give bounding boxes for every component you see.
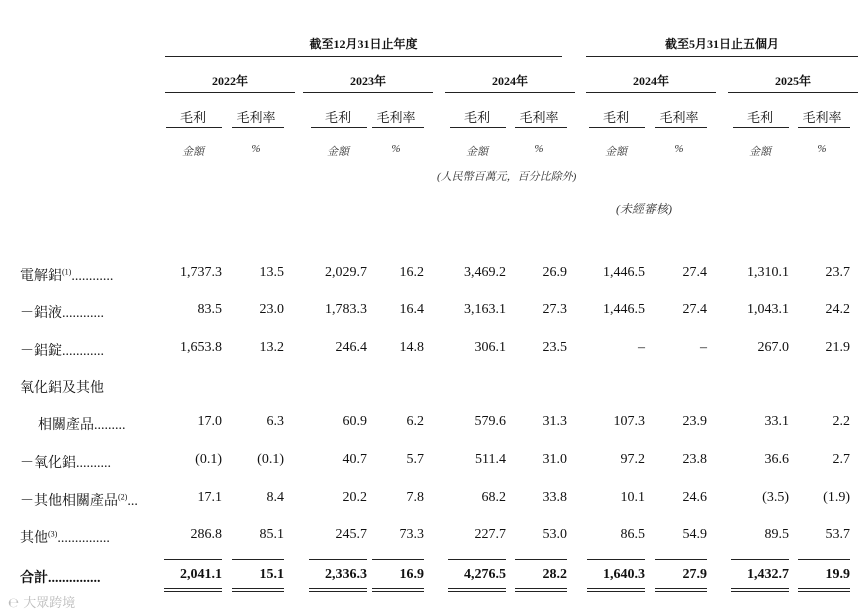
table-cell: 23.8 [682, 452, 707, 467]
year-header: 2025年 [774, 74, 811, 88]
table-cell: 26.9 [542, 265, 567, 280]
table-cell: 73.3 [399, 527, 424, 542]
row-label-text: 電解鋁 [20, 269, 62, 284]
total-double-rule [309, 591, 367, 592]
subtotal-rule [798, 559, 850, 560]
total-double-rule [309, 588, 367, 589]
total-cell: 28.2 [542, 567, 567, 582]
leader-dots: ......... [94, 418, 126, 433]
table-cell: 6.3 [266, 414, 284, 429]
total-cell: 19.9 [825, 567, 850, 582]
sub-rule [515, 127, 567, 128]
sub-rule [655, 127, 707, 128]
table-cell: 33.8 [542, 490, 567, 505]
table-cell: (0.1) [195, 452, 222, 467]
sub-header-gross-profit: 毛利 [324, 110, 351, 125]
table-cell: 246.4 [335, 340, 367, 355]
subtotal-rule [655, 559, 707, 560]
leader-dots: ............... [57, 531, 110, 546]
subtotal-rule [731, 559, 789, 560]
table-cell: 83.5 [197, 302, 222, 317]
table-cell: 2.7 [832, 452, 850, 467]
leader-dots: ............... [48, 571, 101, 586]
total-cell: 27.9 [682, 567, 707, 582]
year-header: 2024年 [632, 74, 669, 88]
sub-header-gross-profit: 毛利 [602, 110, 629, 125]
row-label [20, 377, 104, 397]
total-double-rule [731, 588, 789, 589]
total-cell: 2,041.1 [180, 567, 222, 582]
unit-amount: 金額 [466, 146, 488, 158]
total-cell: 1,640.3 [603, 567, 645, 582]
total-double-rule [515, 591, 567, 592]
row-label-text: 氧化鋁及其他 [20, 381, 104, 396]
year-rule [445, 92, 575, 93]
table-cell: 1,446.5 [603, 302, 645, 317]
sub-header-margin: 毛利率 [519, 110, 559, 125]
row-label-text: －鋁液 [20, 306, 62, 321]
unit-percent: % [251, 143, 261, 155]
footnote-marker: (2) [118, 492, 128, 502]
row-label [20, 490, 138, 510]
total-label [20, 567, 101, 587]
year-header: 2023年 [349, 74, 386, 88]
table-cell: 1,310.1 [747, 265, 789, 280]
table-cell: 8.4 [266, 490, 284, 505]
note-unaudited: (未經審核) [616, 202, 672, 216]
total-double-rule [731, 591, 789, 592]
table-cell: 36.6 [764, 452, 789, 467]
year-rule [586, 92, 716, 93]
unit-amount: 金額 [182, 146, 204, 158]
row-label [20, 265, 113, 285]
table-cell: – [700, 340, 707, 355]
unit-amount: 金額 [749, 146, 771, 158]
total-double-rule [372, 588, 424, 589]
group-header-5m: 截至5月31日止五個月 [664, 37, 779, 51]
total-double-rule [372, 591, 424, 592]
subtotal-rule [232, 559, 284, 560]
table-cell: 1,737.3 [180, 265, 222, 280]
unit-percent: % [817, 143, 827, 155]
table-cell: 5.7 [406, 452, 424, 467]
row-label-text: 其他 [20, 531, 48, 546]
row-label [20, 527, 110, 547]
unit-percent: % [674, 143, 684, 155]
table-cell: 23.7 [825, 265, 850, 280]
year-rule [165, 92, 295, 93]
unit-amount: 金額 [605, 146, 627, 158]
table-cell: 286.8 [190, 527, 222, 542]
table-cell: 7.8 [406, 490, 424, 505]
row-label [20, 452, 111, 472]
group-rule-fy [165, 56, 562, 57]
table-cell: 31.0 [542, 452, 567, 467]
leader-dots: ............ [62, 344, 104, 359]
watermark-icon: ℮ [8, 596, 20, 611]
total-cell: 15.1 [259, 567, 284, 582]
total-cell: 1,432.7 [747, 567, 789, 582]
sub-header-margin: 毛利率 [659, 110, 699, 125]
table-cell: 27.3 [542, 302, 567, 317]
sub-rule [589, 127, 645, 128]
total-double-rule [232, 591, 284, 592]
row-label-text: －氧化鋁 [20, 456, 76, 471]
group-header-fy: 截至12月31日止年度 [309, 37, 418, 51]
subtotal-rule [448, 559, 506, 560]
table-cell: 33.1 [764, 414, 789, 429]
sub-rule [450, 127, 506, 128]
table-cell: 511.4 [475, 452, 506, 467]
footnote-marker: (1) [62, 267, 72, 277]
table-cell: 267.0 [757, 340, 789, 355]
total-double-rule [164, 591, 222, 592]
subtotal-rule [309, 559, 367, 560]
sub-header-margin: 毛利率 [376, 110, 416, 125]
table-cell: 97.2 [620, 452, 645, 467]
sub-header-gross-profit: 毛利 [746, 110, 773, 125]
table-cell: 306.1 [474, 340, 506, 355]
subtotal-rule [164, 559, 222, 560]
total-cell: 2,336.3 [325, 567, 367, 582]
total-double-rule [587, 591, 645, 592]
table-cell: 3,469.2 [464, 265, 506, 280]
table-cell: 24.6 [682, 490, 707, 505]
table-cell: 1,783.3 [325, 302, 367, 317]
table-cell: 14.8 [399, 340, 424, 355]
table-cell: 85.1 [259, 527, 284, 542]
table-cell: 16.4 [399, 302, 424, 317]
total-cell: 16.9 [399, 567, 424, 582]
total-double-rule [448, 591, 506, 592]
table-cell: 10.1 [620, 490, 645, 505]
table-cell: 68.2 [481, 490, 506, 505]
table-cell: 227.7 [474, 527, 506, 542]
table-cell: 1,446.5 [603, 265, 645, 280]
table-cell: 27.4 [682, 265, 707, 280]
total-double-rule [515, 588, 567, 589]
note-currency: (人民幣百萬元，百分比除外) [437, 171, 577, 183]
year-rule [728, 92, 858, 93]
sub-rule [798, 127, 850, 128]
table-cell: 53.7 [825, 527, 850, 542]
table-cell: 17.0 [197, 414, 222, 429]
subtotal-rule [587, 559, 645, 560]
sub-header-margin: 毛利率 [802, 110, 842, 125]
group-rule-5m [586, 56, 858, 57]
table-cell: 86.5 [620, 527, 645, 542]
total-double-rule [798, 591, 850, 592]
watermark-logo [8, 592, 75, 611]
table-cell: 1,043.1 [747, 302, 789, 317]
leader-dots: ............ [71, 269, 114, 284]
total-double-rule [587, 588, 645, 589]
total-cell: 4,276.5 [464, 567, 506, 582]
table-cell: 24.2 [825, 302, 850, 317]
unit-amount: 金額 [327, 146, 349, 158]
table-cell: – [638, 340, 645, 355]
table-cell: 13.5 [259, 265, 284, 280]
sub-rule [733, 127, 789, 128]
subtotal-rule [515, 559, 567, 560]
table-cell: (1.9) [823, 490, 850, 505]
sub-rule [311, 127, 367, 128]
table-cell: 20.2 [342, 490, 367, 505]
table-cell: 245.7 [335, 527, 367, 542]
table-cell: 23.9 [682, 414, 707, 429]
sub-rule [232, 127, 284, 128]
table-cell: 13.2 [259, 340, 284, 355]
table-cell: 3,163.1 [464, 302, 506, 317]
total-double-rule [164, 588, 222, 589]
row-label-text: 相關產品 [38, 418, 94, 433]
row-label-text: －鋁錠 [20, 344, 62, 359]
table-cell: 1,653.8 [180, 340, 222, 355]
table-cell: 16.2 [399, 265, 424, 280]
total-double-rule [448, 588, 506, 589]
table-cell: (0.1) [257, 452, 284, 467]
subtotal-rule [372, 559, 424, 560]
row-label [38, 414, 126, 434]
sub-rule [166, 127, 222, 128]
sub-header-margin: 毛利率 [236, 110, 276, 125]
year-header: 2024年 [491, 74, 528, 88]
total-double-rule [655, 591, 707, 592]
leader-dots: ............ [62, 306, 104, 321]
total-double-rule [655, 588, 707, 589]
table-cell: 40.7 [342, 452, 367, 467]
table-cell: 23.5 [542, 340, 567, 355]
table-cell: 579.6 [474, 414, 506, 429]
table-cell: 2,029.7 [325, 265, 367, 280]
footnote-marker: (3) [48, 529, 58, 539]
total-double-rule [798, 588, 850, 589]
unit-percent: % [391, 143, 401, 155]
table-cell: 31.3 [542, 414, 567, 429]
table-cell: 53.0 [542, 527, 567, 542]
row-label-text: －其他相關產品 [20, 494, 118, 509]
leader-dots: ... [127, 494, 138, 509]
table-cell: 89.5 [764, 527, 789, 542]
leader-dots: .......... [76, 456, 111, 471]
row-label [20, 340, 104, 360]
sub-header-gross-profit: 毛利 [179, 110, 206, 125]
watermark-text: 大眾跨境 [23, 596, 76, 611]
table-cell: 2.2 [832, 414, 850, 429]
total-label-text: 合計 [20, 571, 48, 586]
sub-header-gross-profit: 毛利 [463, 110, 490, 125]
table-cell: 27.4 [682, 302, 707, 317]
table-cell: 23.0 [259, 302, 284, 317]
total-double-rule [232, 588, 284, 589]
table-cell: 54.9 [682, 527, 707, 542]
table-cell: 6.2 [406, 414, 424, 429]
table-cell: 17.1 [197, 490, 222, 505]
table-cell: 60.9 [342, 414, 367, 429]
table-cell: 107.3 [613, 414, 645, 429]
year-header: 2022年 [211, 74, 248, 88]
table-cell: (3.5) [762, 490, 789, 505]
sub-rule [372, 127, 424, 128]
table-cell: 21.9 [825, 340, 850, 355]
year-rule [303, 92, 433, 93]
row-label [20, 302, 104, 322]
unit-percent: % [534, 143, 544, 155]
